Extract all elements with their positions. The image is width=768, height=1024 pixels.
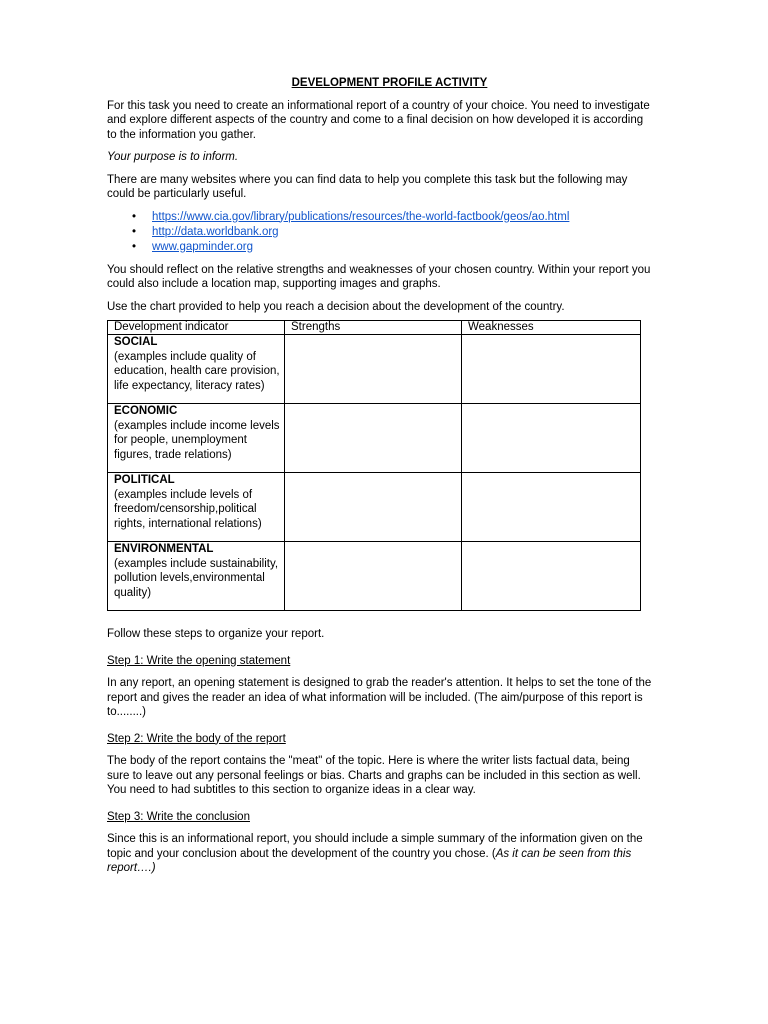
step2-heading: Step 2: Write the body of the report xyxy=(107,732,286,745)
indicator-cell xyxy=(108,473,285,542)
bullet-icon: • xyxy=(132,240,137,253)
purpose-text: Your purpose is to inform. xyxy=(107,151,239,163)
reflect-paragraph: You should reflect on the relative strengths and weaknesses of your chosen country. Within your report you could also include a location map, supporting images and graphs. xyxy=(107,263,651,290)
step3-text-italic: As it can be seen from this report….) xyxy=(107,847,632,874)
weaknesses-cell[interactable] xyxy=(462,335,641,404)
page-title: DEVELOPMENT PROFILE ACTIVITY xyxy=(291,77,488,89)
step1-text: In any report, an opening statement is designed to grab the reader's attention. It helps to set the tone of the report and gives the reader an idea of what information will be included. (The aim/purpose of this report is to........) xyxy=(107,677,652,718)
category-label: ECONOMIC xyxy=(114,405,178,417)
category-examples: (examples include sustainability, pollution levels,environmental quality) xyxy=(114,557,279,599)
document-content xyxy=(107,76,652,884)
indicator-cell xyxy=(108,404,285,473)
category-examples: (examples include quality of education, health care provision, life expectancy, literacy rates) xyxy=(114,350,280,392)
weaknesses-cell[interactable] xyxy=(462,542,641,611)
weaknesses-cell[interactable] xyxy=(462,473,641,542)
table-row-political xyxy=(108,473,641,542)
table-header-row xyxy=(108,321,641,335)
indicator-cell xyxy=(108,335,285,404)
link-worldbank[interactable]: http://data.worldbank.org xyxy=(152,225,279,238)
link-gapminder[interactable]: www.gapminder.org xyxy=(152,240,253,253)
indicator-cell xyxy=(108,542,285,611)
weaknesses-cell[interactable] xyxy=(462,404,641,473)
strengths-cell[interactable] xyxy=(285,404,462,473)
bullet-icon: • xyxy=(132,210,137,223)
strengths-cell[interactable] xyxy=(285,473,462,542)
step3-text xyxy=(107,832,652,876)
category-label: ENVIRONMENTAL xyxy=(114,543,214,555)
step3-text-main: Since this is an informational report, you should include a simple summary of the information given on the topic and your conclusion about the development of the country you chose. ( xyxy=(107,833,643,860)
steps-intro: Follow these steps to organize your report. xyxy=(107,628,325,640)
category-examples: (examples include levels of freedom/censorship,political rights, international relations) xyxy=(114,488,262,530)
header-indicator: Development indicator xyxy=(108,321,285,335)
link-cia-factbook[interactable]: https://www.cia.gov/library/publications/resources/the-world-factbook/geos/ao.html xyxy=(152,210,570,223)
list-item xyxy=(132,240,652,255)
table-row-economic xyxy=(108,404,641,473)
header-strengths: Strengths xyxy=(285,321,462,335)
intro-paragraph: For this task you need to create an informational report of a country of your choice. You need to investigate and explore different aspects of the country and come to a final decision on how developed it is according to the information you gather. xyxy=(107,99,650,141)
strengths-cell[interactable] xyxy=(285,542,462,611)
link-list xyxy=(107,210,652,255)
step3-heading: Step 3: Write the conclusion xyxy=(107,810,250,823)
table-row-environmental xyxy=(108,542,641,611)
list-item xyxy=(132,210,652,225)
step1-heading: Step 1: Write the opening statement xyxy=(107,654,291,667)
category-label: POLITICAL xyxy=(114,474,175,486)
websites-intro: There are many websites where you can find data to help you complete this task but the following may could be particularly useful. xyxy=(107,173,628,200)
category-label: SOCIAL xyxy=(114,336,158,348)
table-row-social xyxy=(108,335,641,404)
list-item xyxy=(132,225,652,240)
chart-instruction: Use the chart provided to help you reach a decision about the development of the country. xyxy=(107,300,565,313)
development-table xyxy=(107,320,641,611)
step2-text: The body of the report contains the "meat" of the topic. Here is where the writer lists factual data, being sure to leave out any personal feelings or bias. Charts and graphs can be included in this section as well. You need to had subtitles to this section to organize ideas in a clear way. xyxy=(107,755,641,796)
strengths-cell[interactable] xyxy=(285,335,462,404)
bullet-icon: • xyxy=(132,225,137,238)
category-examples: (examples include income levels for people, unemployment figures, trade relations) xyxy=(114,419,280,461)
header-weaknesses: Weaknesses xyxy=(462,321,641,335)
